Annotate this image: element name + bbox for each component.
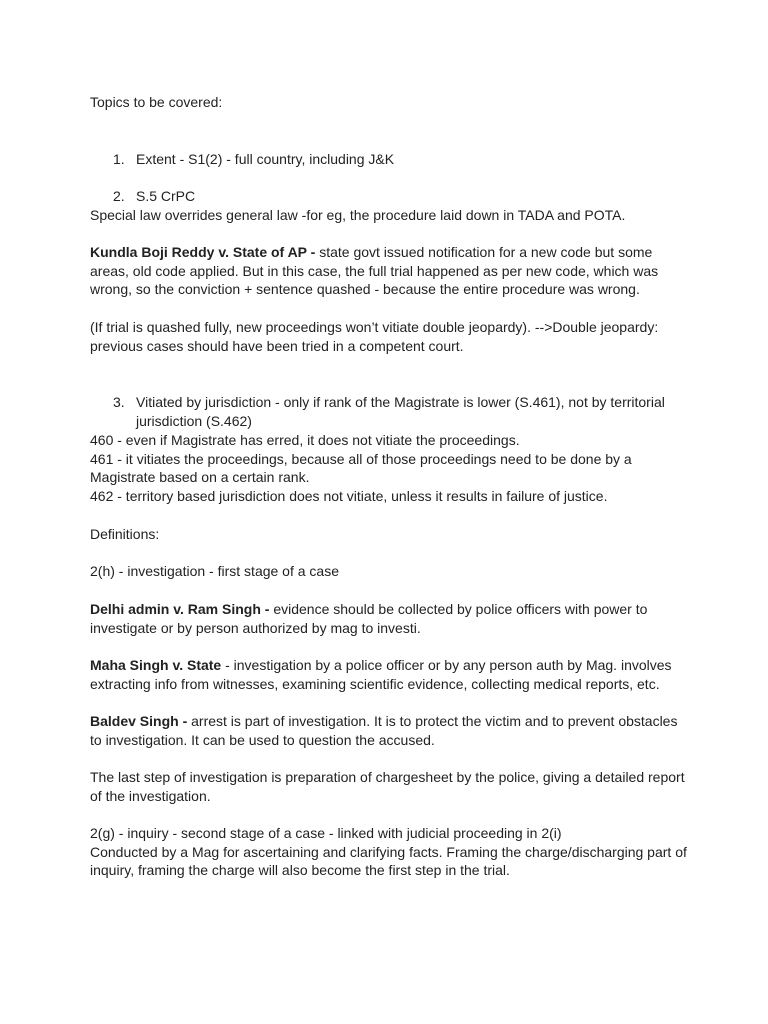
case-name: Delhi admin v. Ram Singh -: [90, 601, 270, 617]
double-jeopardy-paragraph: (If trial is quashed fully, new proceedings won’t vitiate double jeopardy). -->Double jeopardy: previous cases should have been tried in a competent court.: [90, 319, 659, 354]
delhi-case-paragraph: [90, 600, 690, 637]
case-text: - investigation by a police officer or by any person auth by Mag. involves extracting info from witnesses, examining scientific evidence, collecting medical reports, etc.: [90, 657, 672, 692]
case-name: Baldev Singh -: [90, 713, 188, 729]
maha-case-paragraph: [90, 656, 690, 693]
definition-2g: 2(g) - inquiry - second stage of a case - linked with judicial proceeding in 2(i): [90, 825, 562, 841]
kundla-case-paragraph: [90, 243, 690, 299]
list-number: 1.: [113, 151, 125, 167]
case-name: Kundla Boji Reddy v. State of AP -: [90, 244, 316, 260]
list-text: S.5 CrPC: [136, 188, 196, 204]
section-462: 462 - territory based jurisdiction does not vitiate, unless it results in failure of justice.: [90, 487, 608, 504]
case-text: evidence should be collected by police officers with power to investigate or by person authorized by mag to investi.: [90, 601, 648, 636]
definitions-heading: Definitions:: [90, 526, 160, 542]
last-step-paragraph: The last step of investigation is preparation of chargesheet by the police, giving a detailed report of the investigation.: [90, 769, 685, 804]
case-text: state govt issued notification for a new code but some areas, old code applied. But in this case, the full trial happened as per new code, which was wrong, so the conviction + sentence quashed - because the entire procedure was wrong.: [90, 244, 659, 298]
section-460: 460 - even if Magistrate has erred, it does not vitiate the proceedings.: [90, 432, 520, 448]
case-text: arrest is part of investigation. It is to protect the victim and to prevent obstacles to investigation. It can be used to question the accused.: [90, 713, 678, 748]
baldev-case-paragraph: [90, 712, 690, 749]
definition-2h: 2(h) - investigation - first stage of a case: [90, 563, 339, 579]
sections-paragraph: [90, 431, 690, 505]
list-number: 2.: [113, 188, 125, 204]
case-name: Maha Singh v. State: [90, 657, 222, 673]
special-law-paragraph: Special law overrides general law -for eg, the procedure laid down in TADA and POTA.: [90, 207, 626, 223]
section-461: 461 - it vitiates the proceedings, because all of those proceedings need to be done by a Magistrate based on a certain rank.: [90, 450, 632, 486]
topics-heading: Topics to be covered:: [90, 94, 223, 110]
list-text: Vitiated by jurisdiction - only if rank of the Magistrate is lower (S.461), not by territorial jurisdiction (S.462): [136, 394, 665, 429]
conducted-text: Conducted by a Mag for ascertaining and clarifying facts. Framing the charge/discharging part of inquiry, framing the charge will also become the first step in the trial.: [90, 843, 687, 879]
list-number: 3.: [113, 394, 125, 410]
inquiry-paragraph: [90, 824, 690, 880]
list-text: Extent - S1(2) - full country, including J&K: [136, 151, 395, 167]
